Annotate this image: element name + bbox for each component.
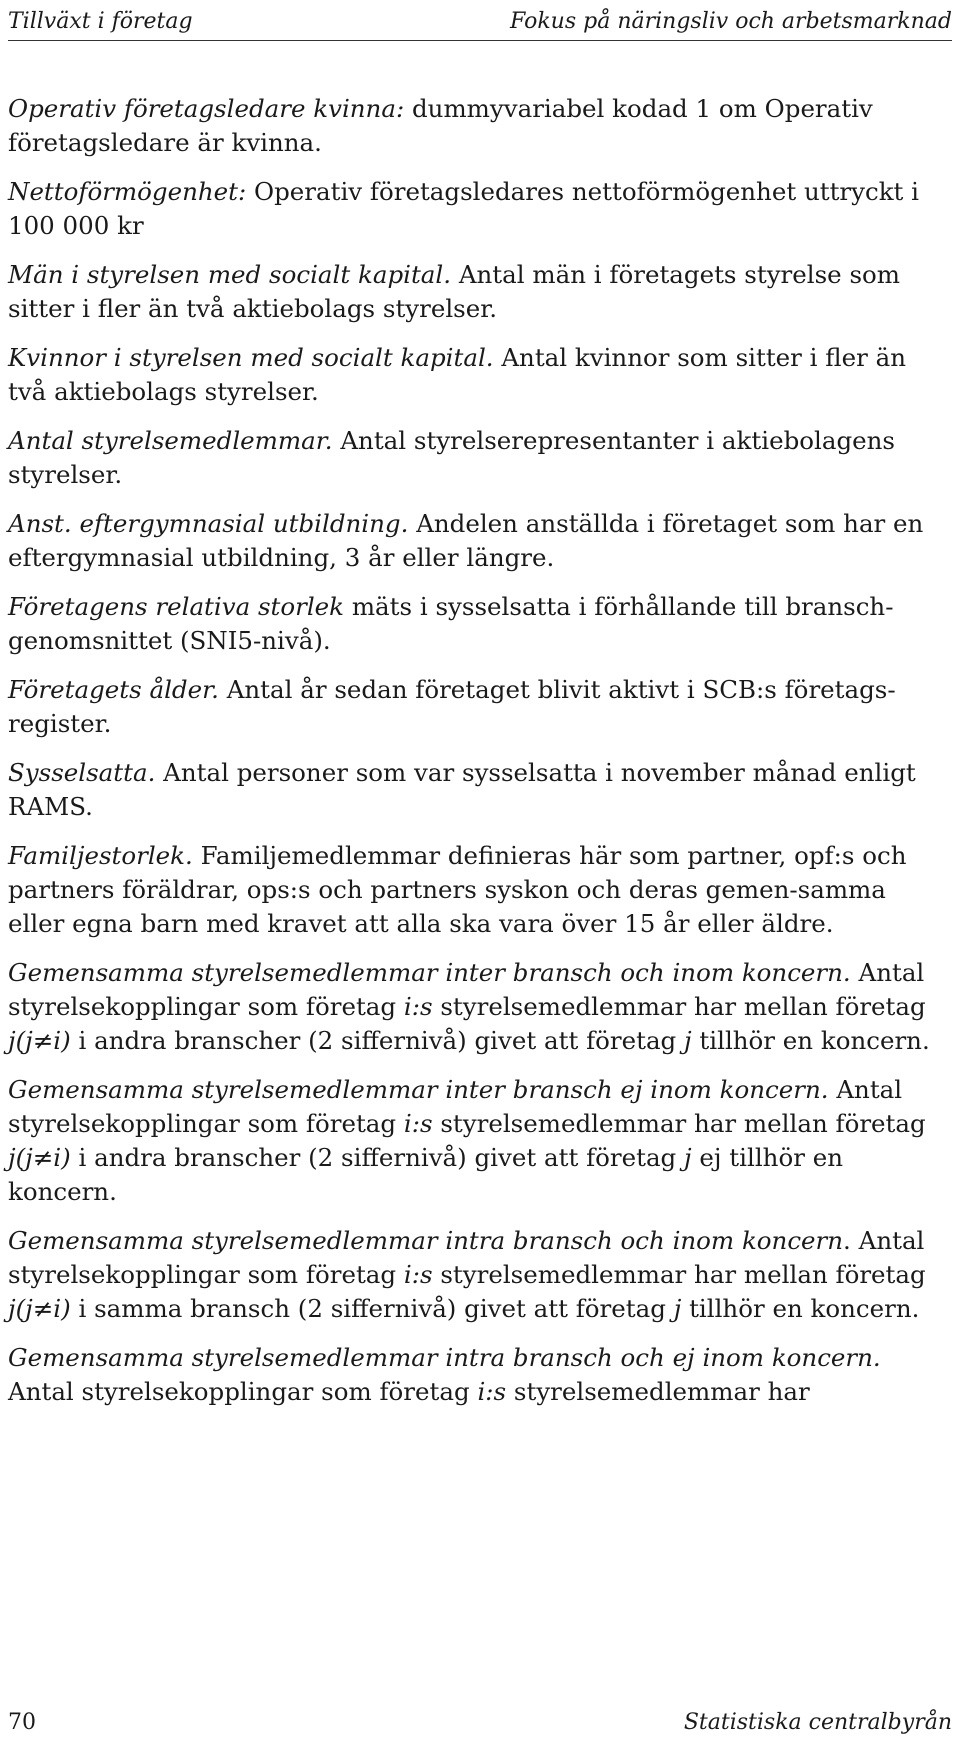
definition-term: Gemensamma styrelsemedlemmar intra bransch och inom koncern bbox=[8, 1226, 844, 1255]
definition-text: i andra branscher (2 siffernivå) givet att företag bbox=[70, 1026, 685, 1055]
definition-paragraph bbox=[8, 673, 943, 741]
definition-term: Nettoförmögenhet: bbox=[8, 177, 247, 206]
definition-term: Antal styrelsemedlemmar. bbox=[8, 426, 333, 455]
math-var: i:s bbox=[477, 1377, 507, 1406]
definition-text: Antal styrelsekopplingar som företag bbox=[8, 1075, 903, 1138]
definition-term: Företagets ålder. bbox=[8, 675, 219, 704]
definition-text: styrelsemedlemmar har mellan företag bbox=[432, 1260, 926, 1289]
definition-text: styrelsemedlemmar har mellan företag bbox=[432, 992, 926, 1021]
definition-term: Män i styrelsen med socialt kapital. bbox=[8, 260, 452, 289]
definition-paragraph bbox=[8, 92, 943, 160]
definition-text: Antal år sedan företaget blivit aktivt i SCB:s företags-register. bbox=[8, 675, 896, 738]
definition-text: Familjemedlemmar definieras här som partner, opf:s och partners föräldrar, ops:s och partners syskon och deras gemen-samma eller egna barn med kravet att alla ska vara över 15 år eller äldre. bbox=[8, 841, 907, 938]
math-var: j(j≠i) bbox=[8, 1026, 71, 1055]
definition-text: ej tillhör en koncern. bbox=[8, 1143, 843, 1206]
definition-text: tillhör en koncern. bbox=[681, 1294, 920, 1323]
definition-text: . Antal styrelsekopplingar som företag bbox=[8, 1226, 925, 1289]
board-definition-paragraph bbox=[8, 1341, 943, 1409]
definition-text: mäts i sysselsatta i förhållande till bransch-genomsnittet (SNI5-nivå). bbox=[8, 592, 894, 655]
definition-text: Antal personer som var sysselsatta i november månad enligt RAMS. bbox=[8, 758, 916, 821]
running-header bbox=[8, 0, 952, 41]
definition-paragraph bbox=[8, 258, 943, 326]
definition-term: Gemensamma styrelsemedlemmar inter bransch och inom koncern. bbox=[8, 958, 851, 987]
math-var: i:s bbox=[403, 1109, 433, 1138]
math-var: j bbox=[684, 1026, 692, 1055]
definition-paragraph bbox=[8, 839, 943, 941]
page-number: 70 bbox=[8, 1710, 36, 1735]
math-var: j bbox=[684, 1143, 692, 1172]
body-text bbox=[8, 92, 943, 1424]
definition-term: Gemensamma styrelsemedlemmar intra bransch och ej inom koncern. bbox=[8, 1343, 881, 1372]
math-var: i:s bbox=[403, 992, 433, 1021]
math-var: j(j≠i) bbox=[8, 1143, 71, 1172]
definition-text: Antal styrelsekopplingar som företag bbox=[8, 1377, 478, 1406]
definition-text: Antal styrelserepresentanter i aktiebolagens styrelser. bbox=[8, 426, 895, 489]
definition-text: tillhör en koncern. bbox=[691, 1026, 930, 1055]
definition-paragraph bbox=[8, 424, 943, 492]
board-definition-paragraph bbox=[8, 1224, 943, 1326]
definition-term: Familjestorlek. bbox=[8, 841, 193, 870]
definition-term: Företagens relativa storlek bbox=[8, 592, 345, 621]
definition-text: Andelen anställda i företaget som har en eftergymnasial utbildning, 3 år eller längre. bbox=[8, 509, 924, 572]
definition-text: i andra branscher (2 siffernivå) givet att företag bbox=[70, 1143, 685, 1172]
definition-text: Antal kvinnor som sitter i fler än två aktiebolags styrelser. bbox=[8, 343, 907, 406]
header-left: Tillväxt i företag bbox=[8, 9, 193, 34]
board-definition-paragraph bbox=[8, 956, 943, 1058]
definition-paragraph bbox=[8, 590, 943, 658]
definition-text: styrelsemedlemmar har mellan företag bbox=[432, 1109, 926, 1138]
definition-text: i samma bransch (2 siffernivå) givet att företag bbox=[70, 1294, 674, 1323]
definition-paragraph bbox=[8, 175, 943, 243]
definition-paragraph bbox=[8, 507, 943, 575]
page-footer bbox=[8, 1710, 952, 1735]
definition-text: dummyvariabel kodad 1 om Operativ företagsledare är kvinna. bbox=[8, 94, 873, 157]
definition-term: Operativ företagsledare kvinna: bbox=[8, 94, 405, 123]
definition-text: Antal styrelsekopplingar som företag bbox=[8, 958, 925, 1021]
definition-term: Kvinnor i styrelsen med socialt kapital. bbox=[8, 343, 494, 372]
definition-paragraph bbox=[8, 341, 943, 409]
definition-text: styrelsemedlemmar har bbox=[506, 1377, 810, 1406]
definition-text: Operativ företagsledares nettoförmögenhet uttryckt i 100 000 kr bbox=[8, 177, 920, 240]
definition-text: Antal män i företagets styrelse som sitter i fler än två aktiebolags styrelser. bbox=[8, 260, 901, 323]
header-right: Fokus på näringsliv och arbetsmarknad bbox=[510, 9, 952, 34]
math-var: i:s bbox=[403, 1260, 433, 1289]
definition-term: Anst. eftergymnasial utbildning. bbox=[8, 509, 409, 538]
math-var: j(j≠i) bbox=[8, 1294, 71, 1323]
math-var: j bbox=[673, 1294, 682, 1323]
definition-term: Sysselsatta. bbox=[8, 758, 156, 787]
definition-term: Gemensamma styrelsemedlemmar inter bransch ej inom koncern. bbox=[8, 1075, 829, 1104]
board-definition-paragraph bbox=[8, 1073, 943, 1209]
definition-paragraph bbox=[8, 756, 943, 824]
publisher-name: Statistiska centralbyrån bbox=[683, 1710, 952, 1735]
